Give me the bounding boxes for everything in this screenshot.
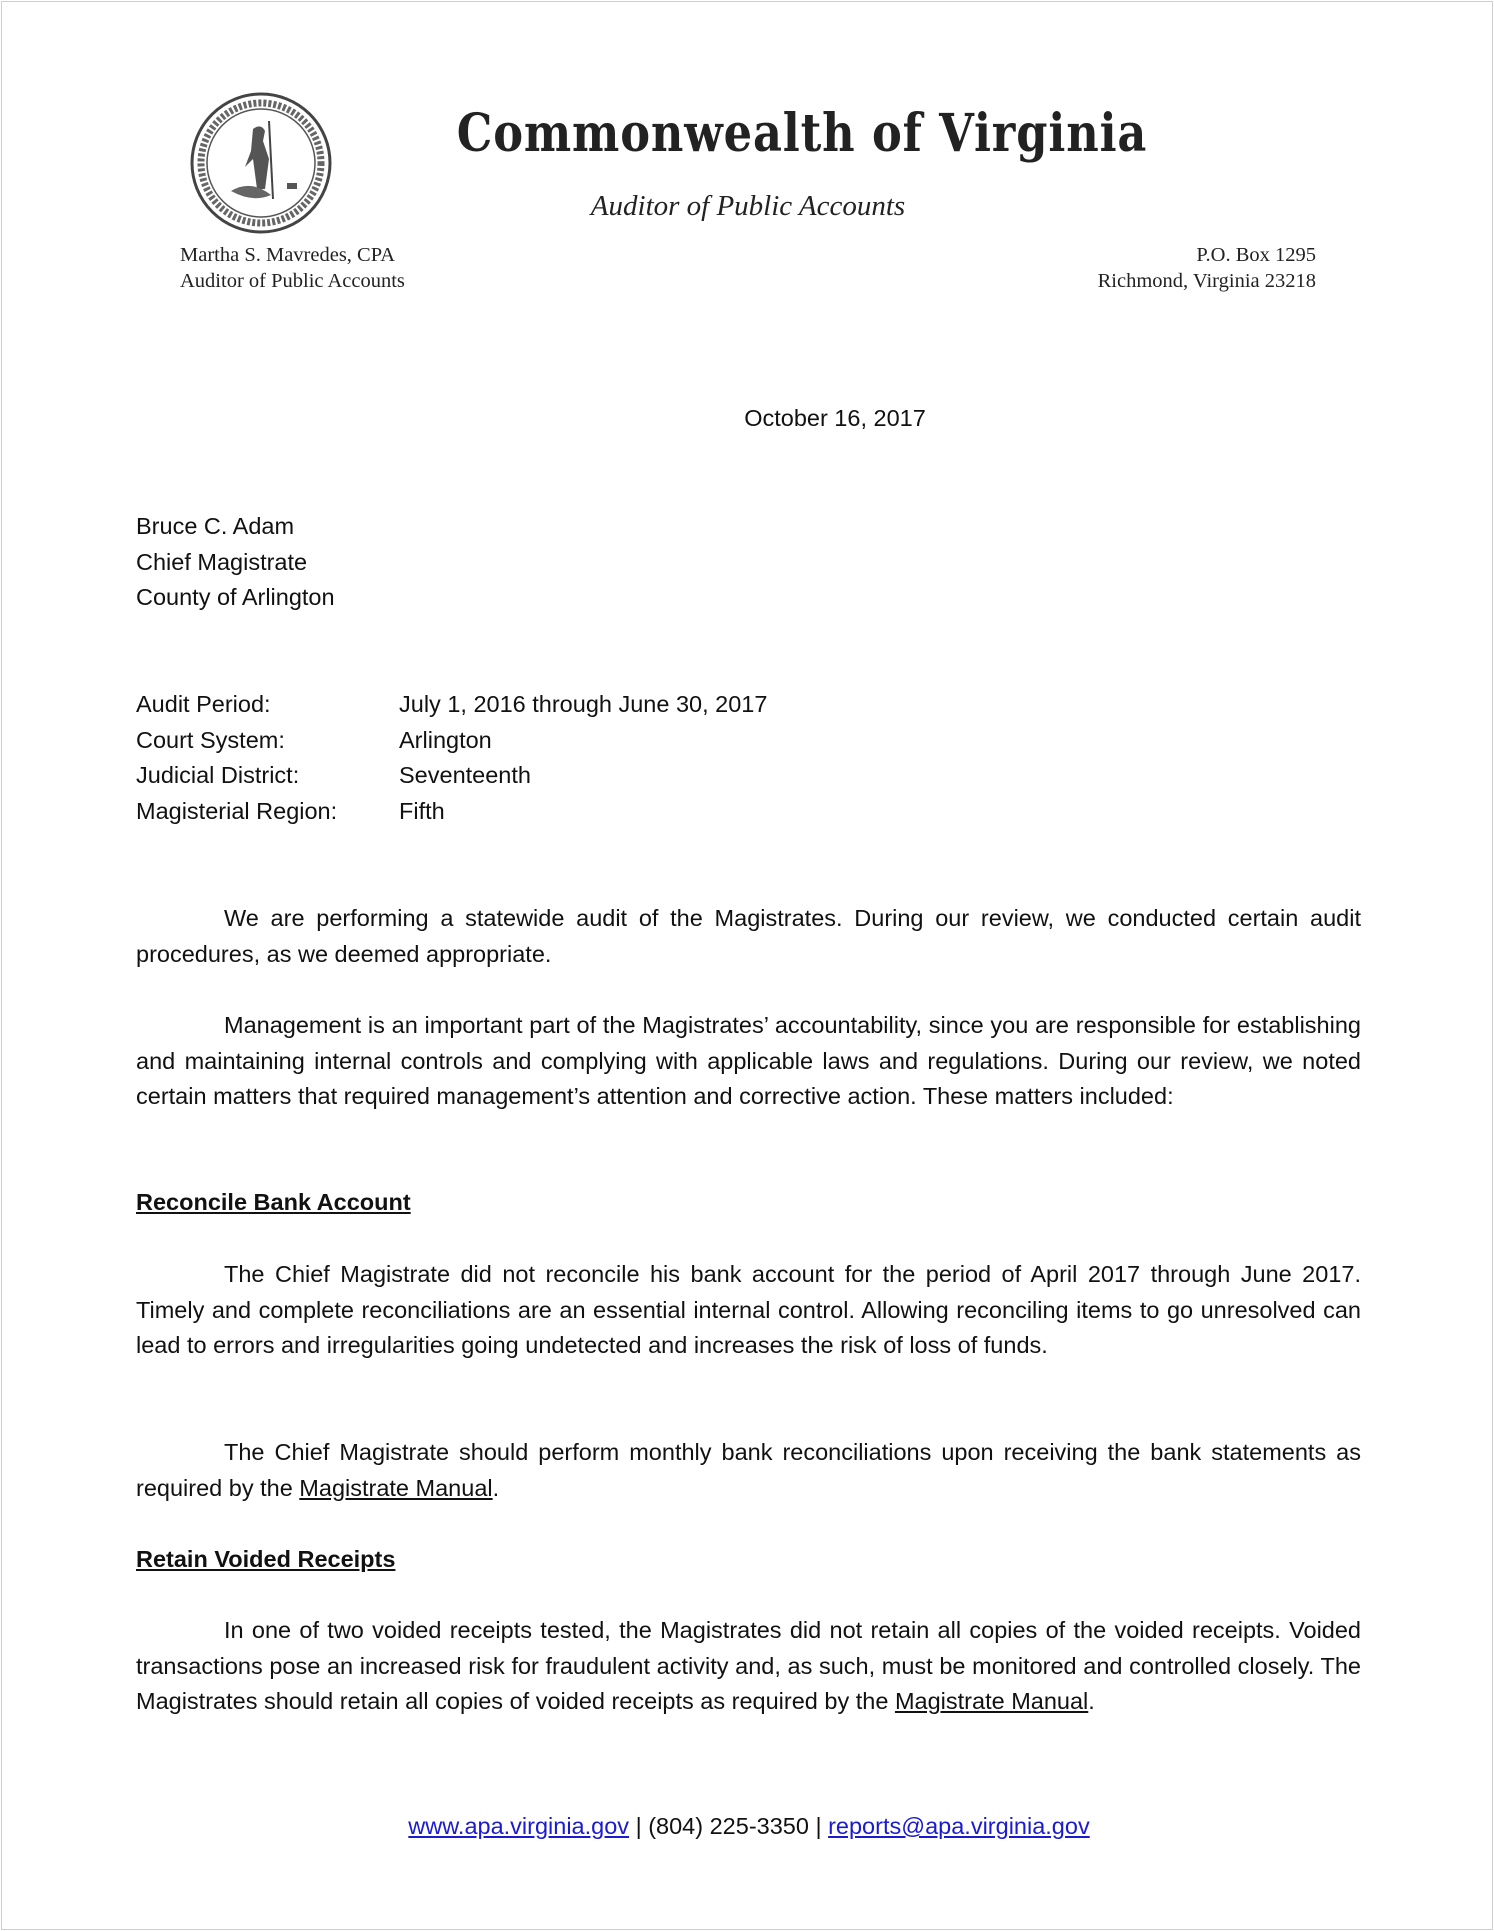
audit-info-row [136, 794, 767, 830]
heading-retain-voided-receipts: Retain Voided Receipts [136, 1546, 396, 1572]
virginia-seal-logo [189, 91, 333, 235]
audit-info-label: Magisterial Region: [136, 798, 338, 825]
sender-block [180, 242, 405, 294]
paragraph-management: Management is an important part of the Magistrates’ accountability, since you are responsible for establishing and maintaining internal controls and complying with applicable laws and regulations. During our review, we noted certain matters that required management’s attention and corrective action. These matters included: [136, 1012, 1361, 1110]
letter-date: October 16, 2017 [744, 405, 926, 431]
footer-contact [2, 1809, 1494, 1845]
phone-number: (804) 225-3350 [648, 1813, 809, 1839]
city-state-zip: Richmond, Virginia 23218 [1097, 270, 1316, 292]
audit-info-row [136, 723, 767, 759]
sender-name: Martha S. Mavredes, CPA [180, 244, 396, 266]
letterhead-title: Commonwealth of Virginia [456, 103, 1148, 164]
audit-info-value: Seventeenth [399, 762, 531, 789]
audit-info-label: Audit Period: [136, 691, 271, 717]
email-link[interactable]: reports@apa.virginia.gov [828, 1813, 1090, 1839]
magistrate-manual-reference: Magistrate Manual [894, 1688, 1089, 1715]
paragraph-text: . [492, 1474, 500, 1501]
recipient-name: Bruce C. Adam [136, 513, 295, 539]
paragraph-voided-receipts [136, 1613, 1361, 1720]
audit-info-row [136, 758, 767, 794]
footer-separator: | [635, 1813, 642, 1839]
heading-reconcile-bank-account: Reconcile Bank Account [136, 1189, 411, 1215]
letterhead-subtitle: Auditor of Public Accounts [590, 190, 906, 222]
recipient-title: Chief Magistrate [136, 548, 308, 575]
audit-info [136, 687, 767, 830]
audit-info-value: Fifth [399, 798, 445, 825]
po-box: P.O. Box 1295 [1196, 244, 1316, 266]
recipient-block [136, 509, 335, 616]
magistrate-manual-reference: Magistrate Manual [299, 1474, 493, 1501]
audit-info-label: Court System: [136, 726, 285, 753]
paragraph-intro: We are performing a statewide audit of the Magistrates. During our review, we conducted certain audit procedures, as we deemed appropriate. [136, 905, 1361, 967]
audit-info-label: Judicial District: [136, 762, 300, 789]
paragraph-reconcile-recommendation [136, 1435, 1361, 1506]
audit-info-row [136, 687, 767, 723]
website-link[interactable]: www.apa.virginia.gov [408, 1813, 630, 1839]
paragraph-text: In one of two voided receipts tested, the Magistrates did not retain all copies of the voided receipts. Voided transactions pose an increased risk for fraudulent activity and, as such, must be monitored and controlled closely. The Magistrates should retain all copies of voided receipts as required by the [136, 1617, 1361, 1715]
office-address [1098, 242, 1316, 294]
recipient-county: County of Arlington [136, 584, 335, 611]
paragraph-text: . [1088, 1688, 1095, 1715]
sender-title: Auditor of Public Accounts [180, 270, 405, 292]
paragraph-reconcile-finding: The Chief Magistrate did not reconcile his bank account for the period of April 2017 through June 2017. Timely and complete reconciliations are an essential internal control. Allowing reconciling items to go unresolved can lead to errors and irregularities going undetected and increases the risk of loss of funds. [136, 1261, 1361, 1359]
footer-separator: | [815, 1813, 822, 1839]
audit-info-value: July 1, 2016 through June 30, 2017 [399, 691, 768, 717]
audit-info-value: Arlington [399, 726, 492, 753]
paragraph-text: The Chief Magistrate should perform monthly bank reconciliations upon receiving the bank statements as required by the [136, 1439, 1361, 1501]
letter-page [1, 1, 1493, 1930]
